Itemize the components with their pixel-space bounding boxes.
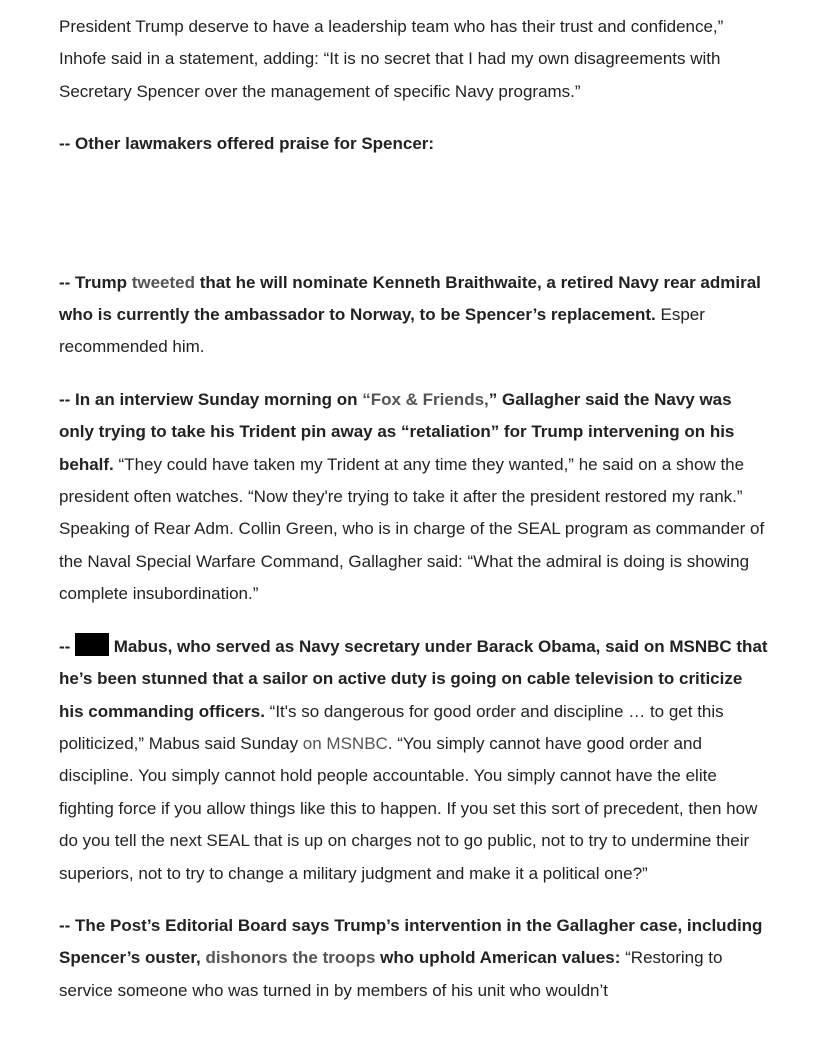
paragraph-text: “Restoring to service someone who was turned in by members of his unit who wouldn’t [59, 948, 723, 1000]
paragraph-text: “It's so dangerous for good order and discipline … to get this politicized,” Mabus said Sunday [59, 701, 724, 753]
embed-placeholder [59, 181, 769, 267]
fox-and-friends-link[interactable]: “Fox & Friends, [362, 389, 489, 409]
dishonors-the-troops-link[interactable]: dishonors the troops [205, 948, 376, 968]
article-body [59, 11, 769, 1027]
paragraph-nominee [59, 267, 769, 364]
redaction-box [75, 633, 109, 656]
paragraph-lead: -- In an interview Sunday morning on “Fox & Friends,” Gallagher said the Navy was only trying to take his Trident pin away as “retaliation” for Trump intervening on his behalf. [59, 389, 735, 474]
paragraph-mabus: -- Mabus, who served as Navy secretary under Barack Obama, said on MSNBC that he’s been stunned that a sailor on active duty is going on cable television to criticize his commanding officers. “It's so dangerous for good order and discipline … to get this politicized,” Mabus said Sunday on MSNBC. “You simply cannot have good order and discipline. You simply cannot hold people accountable. You simply cannot have the elite fighting force if you allow things like this to happen. If you set this sort of precedent, then how do you tell the next SEAL that is up on charges not to go public, not to try to undermine their superiors, not to try to change a military judgment and make it a political one?” [59, 631, 769, 890]
paragraph-text: “They could have taken my Trident at any time they wanted,” he said on a show the president often watches. “Now they're trying to take it after the president restored my rank.” Speaking of Rear Adm. Collin Green, who is in charge of the SEAL program as commander of the Naval Special Warfare Command, Gallagher said: “What the admiral is doing is showing complete insubordination.” [59, 454, 765, 604]
paragraph-lead: -- The Post’s Editorial Board says Trump’s intervention in the Gallagher case, including Spencer’s ouster, dishonors the troops who uphold American values: [59, 915, 763, 968]
paragraph-text: Esper recommended him. [59, 305, 705, 357]
paragraph-editorial-board [59, 910, 769, 1007]
on-msnbc-link[interactable]: on MSNBC [302, 733, 388, 753]
paragraph-lawmakers-praise [59, 128, 769, 160]
paragraph-gallagher-interview [59, 384, 769, 611]
paragraph-text: President Trump deserve to have a leadership team who has their trust and confidence,” Inhofe said in a statement, adding: “It is no secret that I had my own disagreements with Secretary Spencer over the management of specific Navy programs.” [59, 17, 724, 101]
paragraph-lead: -- Trump tweeted that he will nominate Kenneth Braithwaite, a retired Navy rear admiral who is currently the ambassador to Norway, to be Spencer’s replacement. [59, 272, 761, 325]
paragraph-inhofe-statement [59, 11, 769, 108]
paragraph-lead: -- Other lawmakers offered praise for Spencer: [59, 134, 435, 154]
tweeted-link[interactable]: tweeted [131, 272, 196, 292]
paragraph-lead: -- Mabus, who served as Navy secretary under Barack Obama, said on MSNBC that he’s been stunned that a sailor on active duty is going on cable television to criticize his commanding officers. [59, 637, 768, 721]
